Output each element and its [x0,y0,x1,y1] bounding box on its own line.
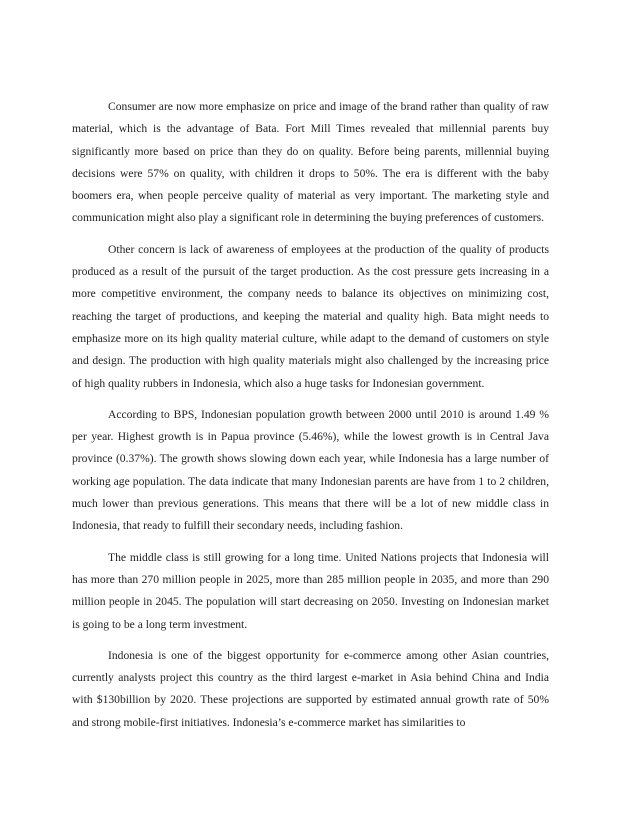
paragraph-middle-class: The middle class is still growing for a long time. United Nations projects that Indonesia will has more than 270 million people in 2025, more than 285 million people in 2035, and more than 290 million people in 2045. The population will start decreasing on 2050. Investing on Indonesian market is going to be a long term investment. [72,550,549,631]
paragraph-consumer-preferences: Consumer are now more emphasize on price and image of the brand rather than quality of raw material, which is the advantage of Bata. Fort Mill Times revealed that millennial parents buy significantly more based on price than they do on quality. Before being parents, millennial buying decisions were 57% on quality, with children it drops to 50%. The era is different with the baby boomers era, when people perceive quality of material as very important. The marketing style and communication might also play a significant role in determining the buying preferences of customers. [72,100,549,225]
paragraph-employee-awareness: Other concern is lack of awareness of employees at the production of the quality of products produced as a result of the pursuit of the target production. As the cost pressure gets increasing in a more competitive environment, the company needs to balance its objectives on minimizing cost, reaching the target of productions, and keeping the material and quality high. Bata might needs to emphasize more on its high quality material culture, while adapt to the demand of customers on style and design. The production with high quality materials might also challenged by the increasing price of high quality rubbers in Indonesia, which also a huge tasks for Indonesian government. [72,242,549,390]
paragraph-e-commerce: Indonesia is one of the biggest opportunity for e-commerce among other Asian countries, currently analysts project this country as the third largest e-market in Asia behind China and India with $130billion by 2020. These projections are supported by estimated annual growth rate of 50% and strong mobile-first initiatives. Indonesia’s e-commerce market has similarities to [72,648,549,729]
document-page [72,96,549,743]
paragraph-population-growth: According to BPS, Indonesian population growth between 2000 until 2010 is around 1.49 % per year. Highest growth is in Papua province (5.46%), while the lowest growth is in Central Java province (0.37%). The growth shows slowing down each year, while Indonesia has a large number of working age population. The data indicate that many Indonesian parents are have from 1 to 2 children, much lower than previous generations. This means that there will be a lot of new middle class in Indonesia, that ready to fulfill their secondary needs, including fashion. [72,407,549,533]
